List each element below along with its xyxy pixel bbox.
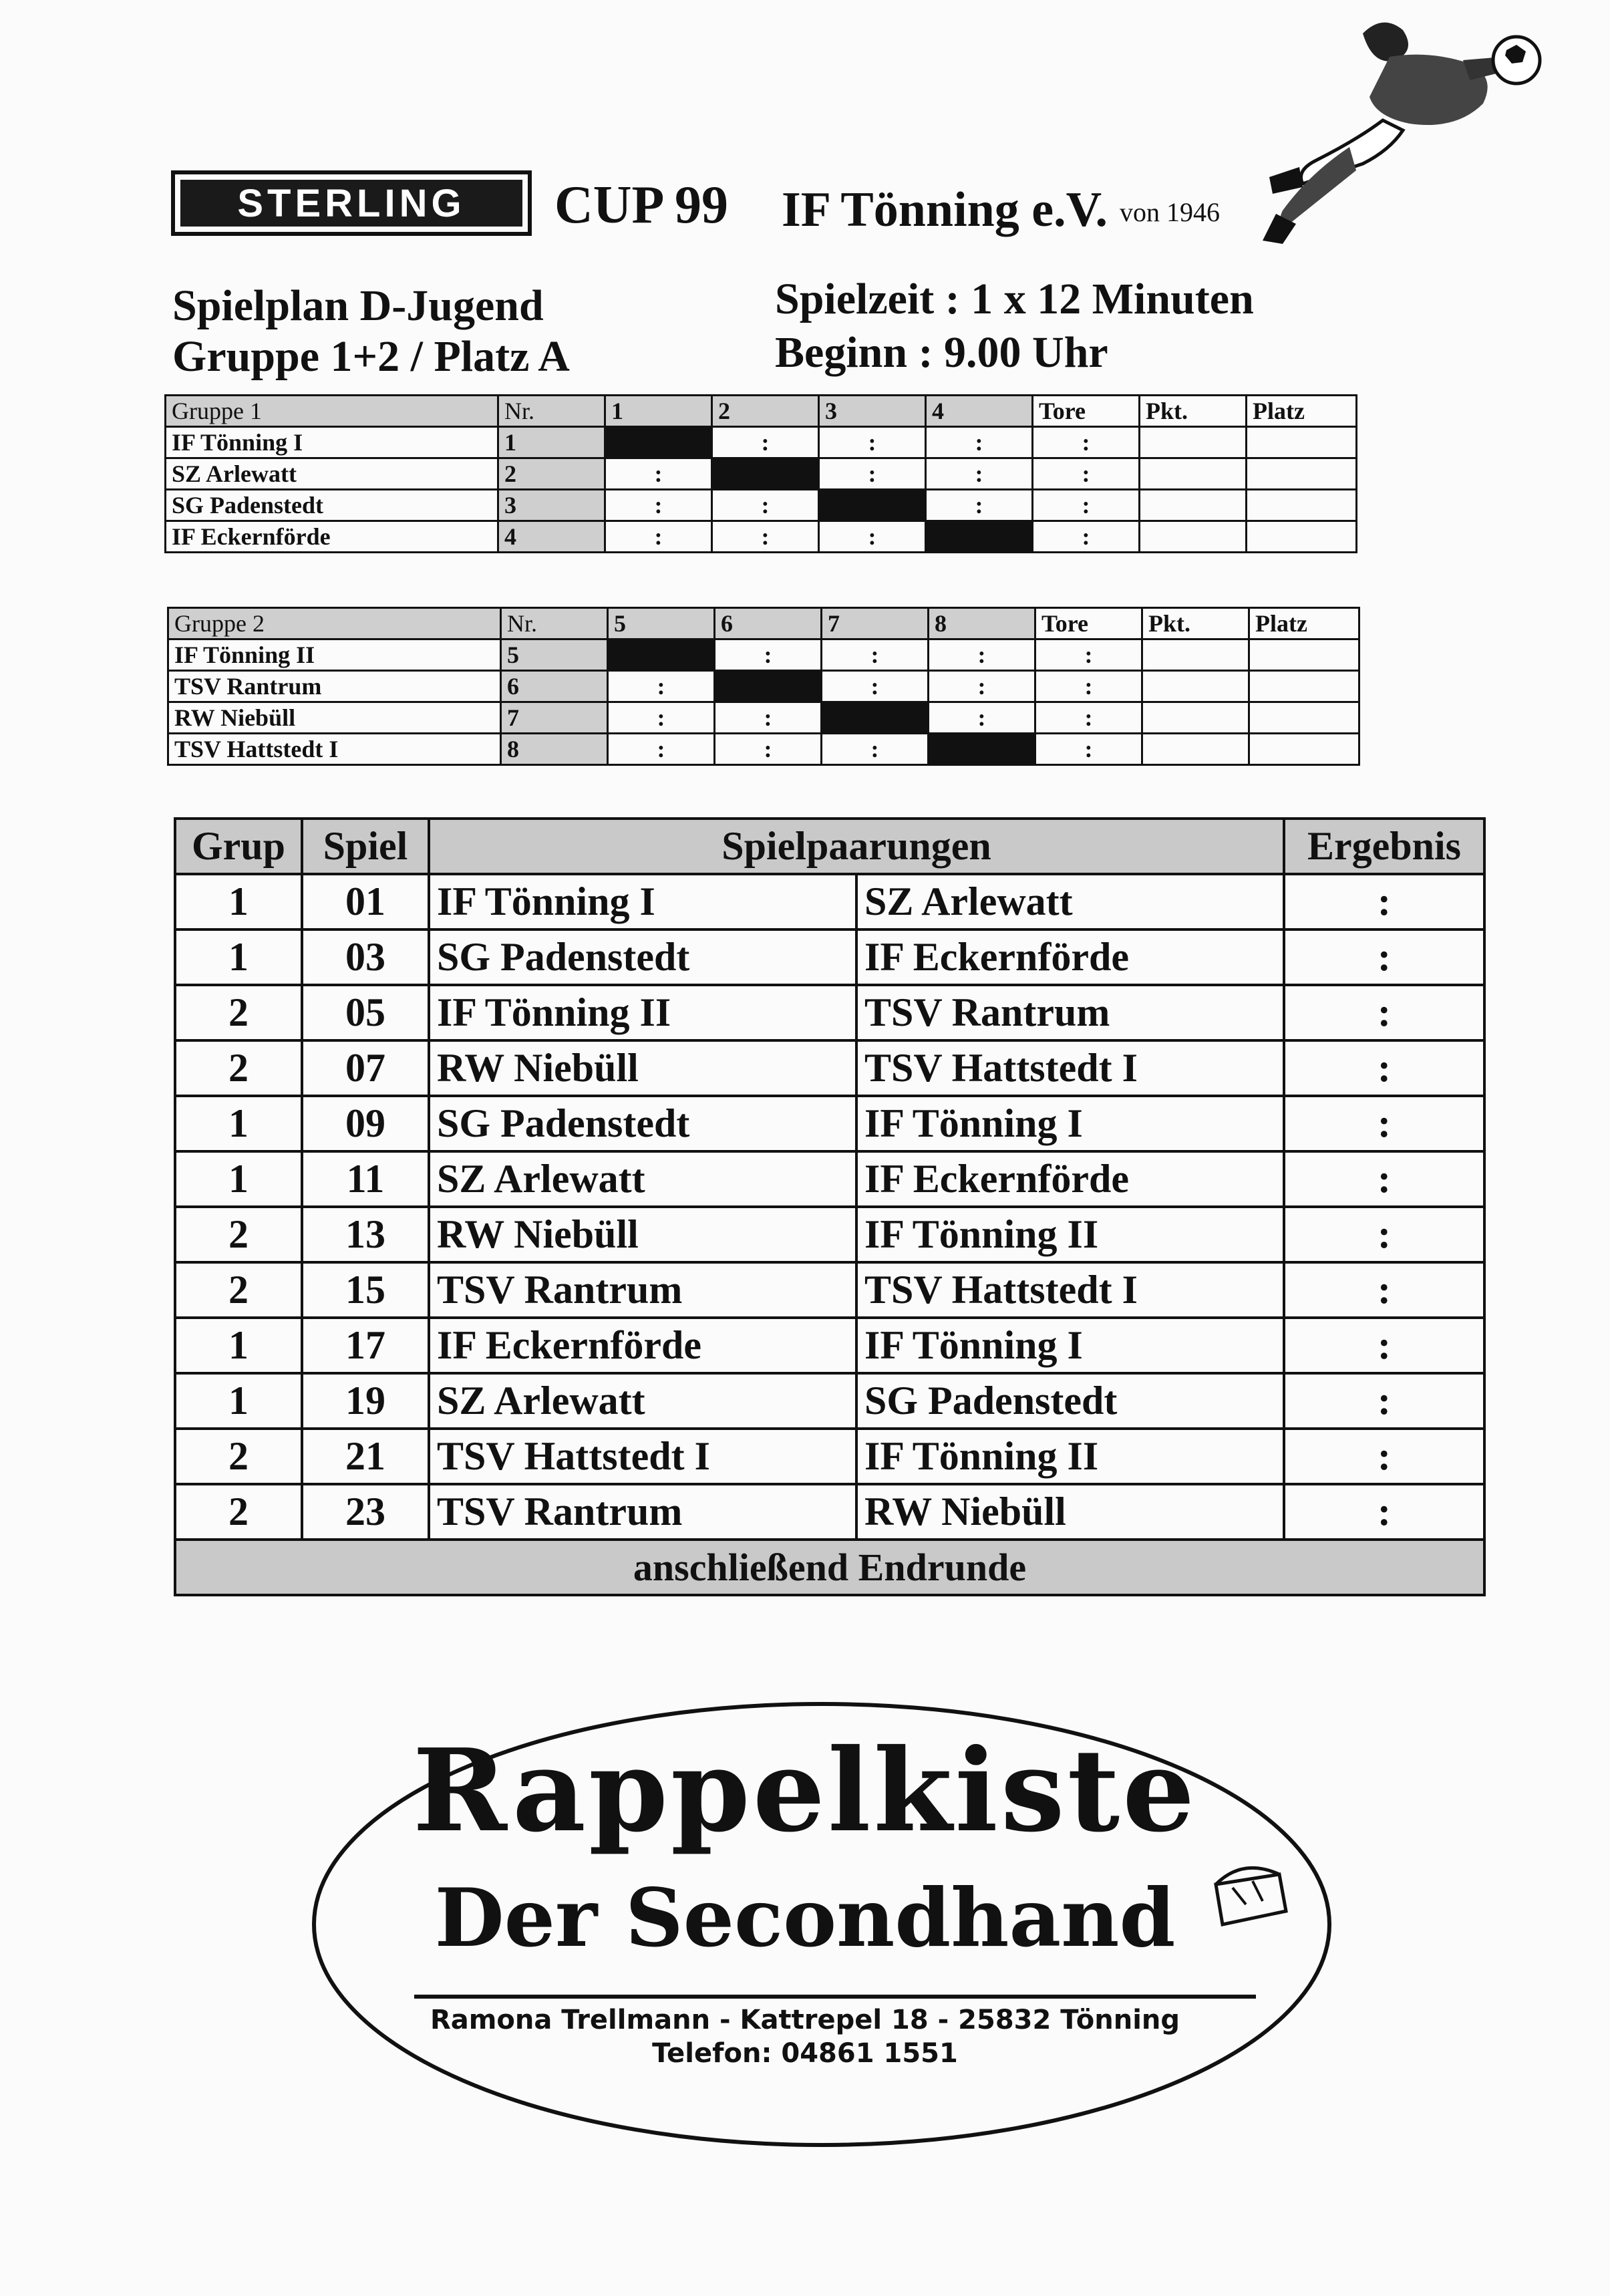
table-row (166, 427, 1357, 458)
result-cell: : (1284, 1318, 1484, 1373)
goals-cell: : (1035, 734, 1142, 765)
result-header: Ergebnis (1284, 819, 1484, 874)
score-cell: : (822, 671, 929, 702)
goals-cell: : (1035, 702, 1142, 734)
start-time: Beginn : 9.00 Uhr (775, 328, 1108, 377)
team-nr: 3 (498, 490, 605, 521)
team-nr: 2 (498, 458, 605, 490)
spiel-cell: 09 (302, 1096, 429, 1151)
home-team: TSV Hattstedt I (429, 1429, 856, 1484)
score-cell: : (929, 671, 1035, 702)
score-cell: : (715, 702, 822, 734)
table-row (166, 521, 1357, 553)
treasure-chest-icon (1206, 1851, 1293, 1931)
points-cell (1142, 639, 1249, 671)
away-team: SZ Arlewatt (856, 874, 1284, 929)
pairings-header: Spielpaarungen (429, 819, 1284, 874)
team-name: IF Tönning I (166, 427, 498, 458)
grup-cell: 1 (175, 874, 302, 929)
away-team: IF Tönning I (856, 1096, 1284, 1151)
grup-cell: 2 (175, 1262, 302, 1318)
col-header: 3 (819, 396, 926, 427)
home-team: RW Niebüll (429, 1207, 856, 1262)
team-name: SZ Arlewatt (166, 458, 498, 490)
away-team: IF Eckernförde (856, 1151, 1284, 1207)
blocked-cell (715, 671, 822, 702)
home-team: TSV Rantrum (429, 1484, 856, 1540)
table-row (175, 1318, 1484, 1373)
blocked-cell (926, 521, 1033, 553)
blocked-cell (605, 427, 712, 458)
home-team: SZ Arlewatt (429, 1373, 856, 1429)
plan-group: Gruppe 1+2 / Platz A (172, 332, 570, 381)
away-team: IF Tönning I (856, 1318, 1284, 1373)
blocked-cell (608, 639, 715, 671)
rank-cell (1247, 427, 1357, 458)
group1-table (164, 394, 1357, 553)
table-row (175, 1373, 1484, 1429)
team-name: SG Padenstedt (166, 490, 498, 521)
group2-title: Gruppe 2 (168, 608, 501, 639)
group2-table (167, 607, 1360, 766)
result-cell: : (1284, 1151, 1484, 1207)
col-header: 5 (608, 608, 715, 639)
score-cell: : (608, 702, 715, 734)
result-cell: : (1284, 1484, 1484, 1540)
pkt-header: Pkt. (1140, 396, 1247, 427)
result-cell: : (1284, 1207, 1484, 1262)
table-row (175, 1040, 1484, 1096)
goals-cell: : (1035, 639, 1142, 671)
score-cell: : (715, 734, 822, 765)
score-cell: : (822, 734, 929, 765)
grup-cell: 2 (175, 1484, 302, 1540)
away-team: TSV Hattstedt I (856, 1040, 1284, 1096)
blocked-cell (822, 702, 929, 734)
col-header: 4 (926, 396, 1033, 427)
rank-cell (1247, 490, 1357, 521)
table-row (168, 734, 1359, 765)
grup-cell: 2 (175, 1429, 302, 1484)
ad-divider (414, 1995, 1256, 1999)
result-cell: : (1284, 1429, 1484, 1484)
grup-cell: 1 (175, 1096, 302, 1151)
schedule-footer: anschließend Endrunde (175, 1540, 1484, 1595)
grup-cell: 1 (175, 1151, 302, 1207)
rank-cell (1249, 639, 1359, 671)
nr-header: Nr. (498, 396, 605, 427)
score-cell: : (712, 427, 819, 458)
table-row (168, 671, 1359, 702)
score-cell: : (605, 521, 712, 553)
nr-header: Nr. (501, 608, 608, 639)
table-row (166, 458, 1357, 490)
blocked-cell (712, 458, 819, 490)
table-row (168, 639, 1359, 671)
home-team: IF Eckernförde (429, 1318, 856, 1373)
goals-cell: : (1033, 427, 1140, 458)
schedule-table (174, 817, 1486, 1596)
team-nr: 8 (501, 734, 608, 765)
grup-header: Grup (175, 819, 302, 874)
points-cell (1140, 427, 1247, 458)
spiel-cell: 21 (302, 1429, 429, 1484)
score-cell: : (819, 521, 926, 553)
ad-title: Rappelkiste (412, 1724, 1198, 1858)
col-header: 2 (712, 396, 819, 427)
home-team: SG Padenstedt (429, 929, 856, 985)
goals-cell: : (1035, 671, 1142, 702)
score-cell: : (926, 458, 1033, 490)
home-team: SZ Arlewatt (429, 1151, 856, 1207)
plan-heading (172, 281, 570, 382)
club-founded: von 1946 (1120, 197, 1220, 227)
score-cell: : (608, 671, 715, 702)
spiel-cell: 19 (302, 1373, 429, 1429)
spiel-cell: 17 (302, 1318, 429, 1373)
team-name: TSV Hattstedt I (168, 734, 501, 765)
goals-cell: : (1033, 490, 1140, 521)
points-cell (1142, 671, 1249, 702)
score-cell: : (605, 458, 712, 490)
away-team: TSV Hattstedt I (856, 1262, 1284, 1318)
spiel-cell: 11 (302, 1151, 429, 1207)
table-row (175, 985, 1484, 1040)
goalkeeper-illustration (1249, 7, 1557, 261)
spiel-cell: 13 (302, 1207, 429, 1262)
spiel-cell: 07 (302, 1040, 429, 1096)
rank-cell (1247, 458, 1357, 490)
points-cell (1142, 702, 1249, 734)
grup-cell: 2 (175, 1040, 302, 1096)
home-team: RW Niebüll (429, 1040, 856, 1096)
home-team: IF Tönning II (429, 985, 856, 1040)
platz-header: Platz (1249, 608, 1359, 639)
away-team: RW Niebüll (856, 1484, 1284, 1540)
home-team: IF Tönning I (429, 874, 856, 929)
time-heading (775, 273, 1254, 380)
table-row (175, 874, 1484, 929)
blocked-cell (929, 734, 1035, 765)
team-nr: 5 (501, 639, 608, 671)
table-row (175, 929, 1484, 985)
platz-header: Platz (1247, 396, 1357, 427)
result-cell: : (1284, 985, 1484, 1040)
grup-cell: 1 (175, 929, 302, 985)
ad-subtitle: Der Secondhand (434, 1871, 1176, 1965)
goals-cell: : (1033, 521, 1140, 553)
spiel-cell: 15 (302, 1262, 429, 1318)
score-cell: : (605, 490, 712, 521)
col-header: 7 (822, 608, 929, 639)
score-cell: : (929, 639, 1035, 671)
team-nr: 7 (501, 702, 608, 734)
result-cell: : (1284, 1040, 1484, 1096)
blocked-cell (819, 490, 926, 521)
spiel-header: Spiel (302, 819, 429, 874)
points-cell (1140, 521, 1247, 553)
result-cell: : (1284, 874, 1484, 929)
table-row (175, 1207, 1484, 1262)
team-nr: 6 (501, 671, 608, 702)
team-nr: 4 (498, 521, 605, 553)
grup-cell: 1 (175, 1318, 302, 1373)
spiel-cell: 03 (302, 929, 429, 985)
table-row (175, 1262, 1484, 1318)
team-name: TSV Rantrum (168, 671, 501, 702)
score-cell: : (929, 702, 1035, 734)
pkt-header: Pkt. (1142, 608, 1249, 639)
score-cell: : (712, 521, 819, 553)
score-cell: : (926, 490, 1033, 521)
home-team: TSV Rantrum (429, 1262, 856, 1318)
club-name: IF Tönning e.V. (782, 182, 1108, 237)
score-cell: : (608, 734, 715, 765)
score-cell: : (822, 639, 929, 671)
away-team: IF Tönning II (856, 1207, 1284, 1262)
table-row (175, 1484, 1484, 1540)
spiel-cell: 05 (302, 985, 429, 1040)
sterling-logo (171, 170, 532, 236)
rank-cell (1249, 671, 1359, 702)
grup-cell: 2 (175, 985, 302, 1040)
play-time: Spielzeit : 1 x 12 Minuten (775, 275, 1254, 323)
group1-title: Gruppe 1 (166, 396, 498, 427)
goals-cell: : (1033, 458, 1140, 490)
spiel-cell: 23 (302, 1484, 429, 1540)
away-team: SG Padenstedt (856, 1373, 1284, 1429)
spiel-cell: 01 (302, 874, 429, 929)
rank-cell (1247, 521, 1357, 553)
tore-header: Tore (1033, 396, 1140, 427)
away-team: IF Tönning II (856, 1429, 1284, 1484)
table-row (175, 1429, 1484, 1484)
team-nr: 1 (498, 427, 605, 458)
rank-cell (1249, 702, 1359, 734)
team-name: IF Tönning II (168, 639, 501, 671)
result-cell: : (1284, 1262, 1484, 1318)
away-team: TSV Rantrum (856, 985, 1284, 1040)
team-name: RW Niebüll (168, 702, 501, 734)
table-row (175, 1096, 1484, 1151)
result-cell: : (1284, 1373, 1484, 1429)
col-header: 1 (605, 396, 712, 427)
score-cell: : (819, 427, 926, 458)
result-cell: : (1284, 1096, 1484, 1151)
grup-cell: 2 (175, 1207, 302, 1262)
col-header: 8 (929, 608, 1035, 639)
tore-header: Tore (1035, 608, 1142, 639)
points-cell (1142, 734, 1249, 765)
cup-title: CUP 99 (554, 176, 728, 235)
away-team: IF Eckernförde (856, 929, 1284, 985)
result-cell: : (1284, 929, 1484, 985)
col-header: 6 (715, 608, 822, 639)
score-cell: : (715, 639, 822, 671)
rank-cell (1249, 734, 1359, 765)
score-cell: : (926, 427, 1033, 458)
score-cell: : (819, 458, 926, 490)
team-name: IF Eckernförde (166, 521, 498, 553)
ad-address: Ramona Trellmann - Kattrepel 18 - 25832 Tönning (430, 2005, 1180, 2035)
points-cell (1140, 458, 1247, 490)
ad-phone: Telefon: 04861 1551 (652, 2038, 958, 2069)
table-row (168, 702, 1359, 734)
table-row (166, 490, 1357, 521)
sterling-logo-text: STERLING (180, 180, 522, 227)
table-row (175, 1151, 1484, 1207)
score-cell: : (712, 490, 819, 521)
grup-cell: 1 (175, 1373, 302, 1429)
home-team: SG Padenstedt (429, 1096, 856, 1151)
plan-title: Spielplan D-Jugend (172, 281, 544, 330)
points-cell (1140, 490, 1247, 521)
